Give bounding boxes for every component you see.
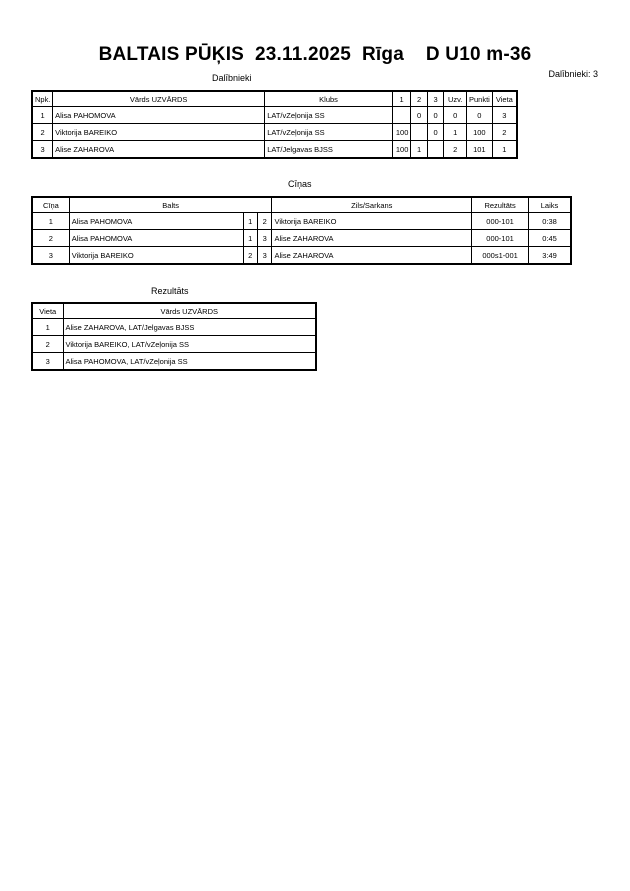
cell-blue-no: 3	[257, 230, 272, 247]
col-npk: Npk.	[32, 91, 53, 107]
col-club: Klubs	[265, 91, 393, 107]
table-row	[32, 319, 316, 336]
cell-name: Alise ZAHAROVA	[53, 141, 265, 159]
cell-time: 3:49	[529, 247, 571, 265]
cell-place: 1	[492, 141, 517, 159]
cell-club: LAT/vZeļonija SS	[265, 124, 393, 141]
cell-blue: Viktorija BAREIKO	[272, 213, 472, 230]
cell-points: 0	[466, 107, 492, 124]
bouts-table	[31, 196, 572, 265]
cell-place: 2	[32, 336, 63, 353]
cell-entry: Alisa PAHOMOVA, LAT/vZeļonija SS	[63, 353, 316, 371]
cell-place: 3	[492, 107, 517, 124]
table-row	[32, 336, 316, 353]
participants-count: Dalībnieki: 3	[548, 69, 598, 79]
table-header	[32, 91, 517, 107]
cell-club: LAT/Jelgavas BJSS	[265, 141, 393, 159]
participants-table	[31, 90, 518, 159]
cell-r3: 0	[427, 107, 443, 124]
cell-blue-no: 2	[257, 213, 272, 230]
cell-result: 000s1-001	[472, 247, 529, 265]
cell-npk: 1	[32, 107, 53, 124]
cell-bout: 2	[32, 230, 69, 247]
col-result: Rezultāts	[472, 197, 529, 213]
cell-place: 3	[32, 353, 63, 371]
col-white: Balts	[69, 197, 272, 213]
results-table	[31, 302, 317, 371]
bouts-heading: Cīņas	[288, 179, 312, 189]
cell-name: Viktorija BAREIKO	[53, 124, 265, 141]
cell-place: 2	[492, 124, 517, 141]
cell-blue: Alise ZAHAROVA	[272, 247, 472, 265]
col-2: 2	[411, 91, 427, 107]
cell-entry: Viktorija BAREIKO, LAT/vZeļonija SS	[63, 336, 316, 353]
col-name: Vārds UZVĀRDS	[63, 303, 316, 319]
cell-place: 1	[32, 319, 63, 336]
cell-time: 0:45	[529, 230, 571, 247]
col-bout: Cīņa	[32, 197, 69, 213]
col-wins: Uzv.	[444, 91, 467, 107]
col-1: 1	[392, 91, 411, 107]
cell-white-no: 1	[243, 230, 257, 247]
table-row	[32, 247, 571, 265]
cell-wins: 0	[444, 107, 467, 124]
cell-points: 101	[466, 141, 492, 159]
col-name: Vārds UZVĀRDS	[53, 91, 265, 107]
cell-result: 000-101	[472, 213, 529, 230]
participants-heading: Dalībnieki	[212, 73, 252, 83]
cell-wins: 2	[444, 141, 467, 159]
table-row	[32, 353, 316, 371]
cell-wins: 1	[444, 124, 467, 141]
cell-r3	[427, 141, 443, 159]
cell-r3: 0	[427, 124, 443, 141]
table-row	[32, 213, 571, 230]
table-row	[32, 141, 517, 159]
col-place: Vieta	[492, 91, 517, 107]
cell-entry: Alise ZAHAROVA, LAT/Jelgavas BJSS	[63, 319, 316, 336]
cell-blue: Alise ZAHAROVA	[272, 230, 472, 247]
cell-r1	[392, 107, 411, 124]
cell-npk: 2	[32, 124, 53, 141]
cell-white: Alisa PAHOMOVA	[69, 213, 243, 230]
col-blue: Zils/Sarkans	[272, 197, 472, 213]
cell-white: Alisa PAHOMOVA	[69, 230, 243, 247]
cell-r1: 100	[392, 124, 411, 141]
col-3: 3	[427, 91, 443, 107]
cell-npk: 3	[32, 141, 53, 159]
col-place: Vieta	[32, 303, 63, 319]
col-time: Laiks	[529, 197, 571, 213]
cell-r2: 1	[411, 141, 427, 159]
cell-result: 000-101	[472, 230, 529, 247]
cell-white-no: 1	[243, 213, 257, 230]
cell-points: 100	[466, 124, 492, 141]
cell-club: LAT/vZeļonija SS	[265, 107, 393, 124]
cell-bout: 3	[32, 247, 69, 265]
cell-r2	[411, 124, 427, 141]
results-heading: Rezultāts	[151, 286, 189, 296]
table-row	[32, 107, 517, 124]
cell-r1: 100	[392, 141, 411, 159]
cell-name: Alisa PAHOMOVA	[53, 107, 265, 124]
table-header	[32, 303, 316, 319]
table-row	[32, 230, 571, 247]
cell-bout: 1	[32, 213, 69, 230]
cell-r2: 0	[411, 107, 427, 124]
col-points: Punkti	[466, 91, 492, 107]
cell-time: 0:38	[529, 213, 571, 230]
table-header	[32, 197, 571, 213]
cell-white: Viktorija BAREIKO	[69, 247, 243, 265]
page-title: BALTAIS PŪĶIS 23.11.2025 Rīga D U10 m-36	[98, 44, 532, 65]
cell-white-no: 2	[243, 247, 257, 265]
cell-blue-no: 3	[257, 247, 272, 265]
table-row	[32, 124, 517, 141]
